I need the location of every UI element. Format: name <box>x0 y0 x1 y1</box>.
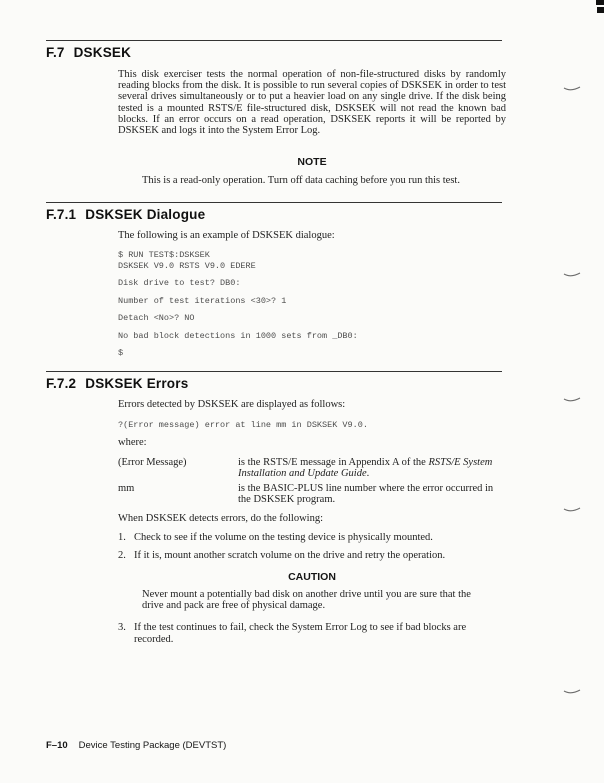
footer-page-number: F–10 <box>46 740 68 751</box>
terminal-line: Number of test iterations <30>? 1 <box>118 295 287 306</box>
terminal-line: Disk drive to test? DB0: <box>118 278 241 289</box>
note-label: NOTE <box>297 156 327 169</box>
section-heading-f72 <box>46 376 503 391</box>
definition-term: mm <box>118 482 135 494</box>
where-label: where: <box>118 437 147 449</box>
definition-text-suffix: . <box>366 467 370 479</box>
scan-artifact-mark <box>563 85 581 93</box>
book-title: RSTS/E System Installation and Update Guide <box>238 456 493 479</box>
caution-label: CAUTION <box>288 570 336 583</box>
scan-artifact-mark <box>563 271 581 279</box>
page-footer <box>46 740 226 751</box>
terminal-line: No bad block detections in 1000 sets from _DB0: <box>118 330 358 341</box>
step-text: Check to see if the volume on the testing device is physically mounted. <box>134 531 433 543</box>
step-text: If it is, mount another scratch volume on the drive and retry the operation. <box>134 549 446 561</box>
errors-intro: Errors detected by DSKSEK are displayed as follows: <box>118 398 346 410</box>
caution-text: Never mount a potentially bad disk on another drive until you are sure that the drive and pack are free of physical damage. <box>142 588 471 612</box>
section-number: F.7.1 <box>46 207 77 223</box>
section-paragraph: This disk exerciser tests the normal operation of non-file-structured disks by randomly reading blocks from the disk. It is possible to run several copies of DSKSEK in order to test several drives simultaneously or to put a heavier load on any single drive. If the disk being tested is a mounted RSTS/E file-structured disk, DSKSEK will not read the known bad blocks. If an error occurs on a read operation, DSKSEK reports it will be reported by DSKSEK and logs it into the System Error Log. <box>118 69 506 137</box>
terminal-output <box>118 251 503 359</box>
terminal-line: Detach <No>? NO <box>118 313 195 324</box>
dialogue-intro: The following is an example of DSKSEK dialogue: <box>118 230 335 242</box>
note-text: This is a read-only operation. Turn off data caching before you run this test. <box>142 175 460 187</box>
definition-term: (Error Message) <box>118 456 187 468</box>
page-content <box>46 0 506 645</box>
section-title: DSKSEK Dialogue <box>85 207 206 223</box>
step-text: If the test continues to fail, check the System Error Log to see if bad blocks are recorded. <box>134 622 467 645</box>
scan-artifact-mark <box>563 396 581 404</box>
scan-artifact-corner <box>596 0 604 5</box>
definition-list <box>118 457 506 506</box>
terminal-line: $ RUN TEST$:DSKSEK <box>118 249 210 260</box>
scan-artifact-corner <box>597 7 604 13</box>
section-number: F.7 <box>46 45 65 60</box>
step-number: 1. <box>118 531 126 543</box>
error-message-example: ?(Error message) error at line mm in DSKSEK V9.0. <box>118 419 368 430</box>
numbered-step <box>118 622 506 644</box>
definition-text <box>238 457 506 479</box>
definition-text <box>238 483 506 505</box>
definition-row <box>118 457 506 479</box>
terminal-line: $ <box>118 348 124 359</box>
numbered-step <box>118 550 506 561</box>
section-divider-rule <box>46 202 502 203</box>
numbered-step <box>118 532 506 543</box>
definition-text-prefix: is the BASIC-PLUS line number where the error occurred in the DSKSEK program. <box>238 482 494 506</box>
section-number: F.7.2 <box>46 375 77 391</box>
section-heading-f7 <box>46 45 503 60</box>
definition-text-prefix: is the RSTS/E message in Appendix A of the <box>238 456 429 468</box>
section-heading-f71 <box>46 207 503 222</box>
section-title: DSKSEK Errors <box>85 375 189 391</box>
definition-row <box>118 483 506 505</box>
section-divider-rule <box>46 371 502 372</box>
step-number: 3. <box>118 622 126 634</box>
terminal-line: DSKSEK V9.0 RSTS V9.0 EDERE <box>118 260 256 271</box>
section-divider-rule <box>46 40 502 41</box>
section-title: DSKSEK <box>73 45 132 60</box>
step-number: 2. <box>118 549 126 561</box>
scan-artifact-mark <box>563 688 581 696</box>
footer-title: Device Testing Package (DEVTST) <box>78 740 227 751</box>
scan-artifact-mark <box>563 506 581 514</box>
steps-intro: When DSKSEK detects errors, do the following: <box>118 513 324 525</box>
